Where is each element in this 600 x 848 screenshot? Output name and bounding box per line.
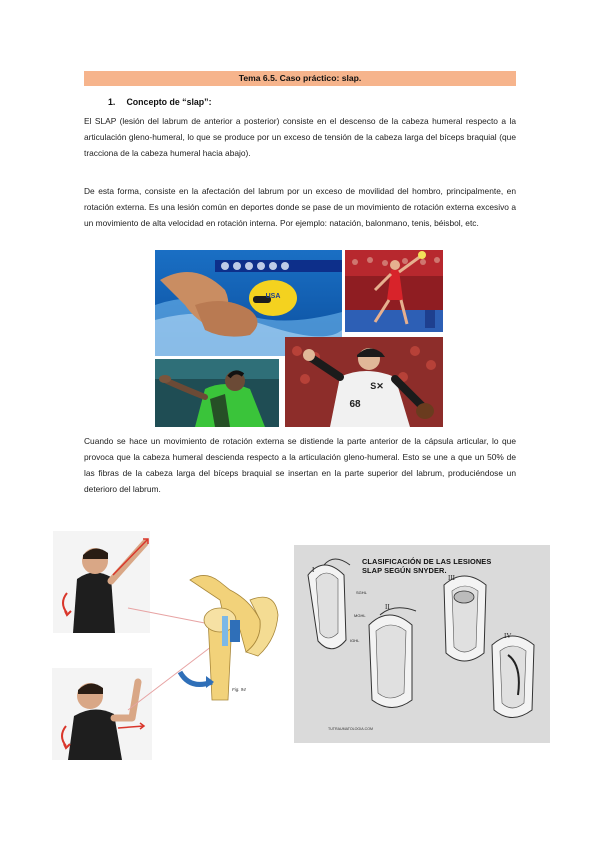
shoulder-anatomy-figure	[150, 560, 290, 705]
tennis-photo	[155, 359, 279, 427]
snyder-source: TUTRAUMATOLOGIA.COM	[328, 727, 373, 731]
snyder-figure-title	[362, 557, 552, 575]
label-sghl: SGHL	[356, 590, 367, 595]
paragraph-definition: El SLAP (lesión del labrum de anterior a posterior) consiste en el descenso de la cabeza humeral respecto a la articulación gleno-humeral, lo que se produce por un exceso de tensión de la cabeza larga del bíceps braquial (que tracciona de la cabeza humeral hacia abajo).	[84, 116, 516, 158]
svg-text:S✕: S✕	[370, 381, 384, 391]
paragraph-rotation: Cuando se hace un movimiento de rotación externa se distiende la parte anterior de la cápsula articular, lo que provoca que la cabeza humeral descienda respecto a la articulación gleno-humeral. Esto se une a que un 50% de las fibras de la cabeza larga del bíceps braquial se insertan en la parte superior del labrum, produciéndose un deterioro del labrum.	[84, 436, 516, 494]
snyder-title-line2: SLAP SEGÚN SNYDER.	[362, 566, 447, 575]
handball-photo	[345, 250, 443, 332]
page-title: Tema 6.5. Caso práctico: slap.	[84, 71, 516, 86]
anatomy-figure-caption: Fig. 94	[232, 687, 246, 692]
section-number: 1.	[108, 97, 116, 107]
snyder-type-4: IV	[504, 632, 512, 640]
baseball-photo	[285, 337, 443, 427]
label-ighl: IGHL	[350, 638, 360, 643]
swimmer-cap-text: USA	[265, 293, 281, 300]
snyder-type-2: II	[385, 603, 390, 611]
snyder-title-line1: CLASIFICACIÓN DE LAS LESIONES	[362, 557, 492, 566]
label-mghl: MGHL	[354, 613, 366, 618]
baseball-jersey-number: 68	[349, 399, 361, 410]
section-title: Concepto de “slap”:	[126, 97, 212, 107]
snyder-type-3: III	[448, 574, 455, 582]
paragraph-mechanism: De esta forma, consiste en la afectación del labrum por un exceso de movilidad del hombro, principalmente, en rotación externa. Es una lesión común en deportes donde se pase de un movimiento de rotación externa excesivo a un movimiento de alta velocidad en rotación interna. Por ejemplo: natación, balonmano, tenis, béisbol, etc.	[84, 186, 516, 228]
snyder-type-1: I	[312, 566, 315, 574]
section-heading	[108, 97, 212, 107]
